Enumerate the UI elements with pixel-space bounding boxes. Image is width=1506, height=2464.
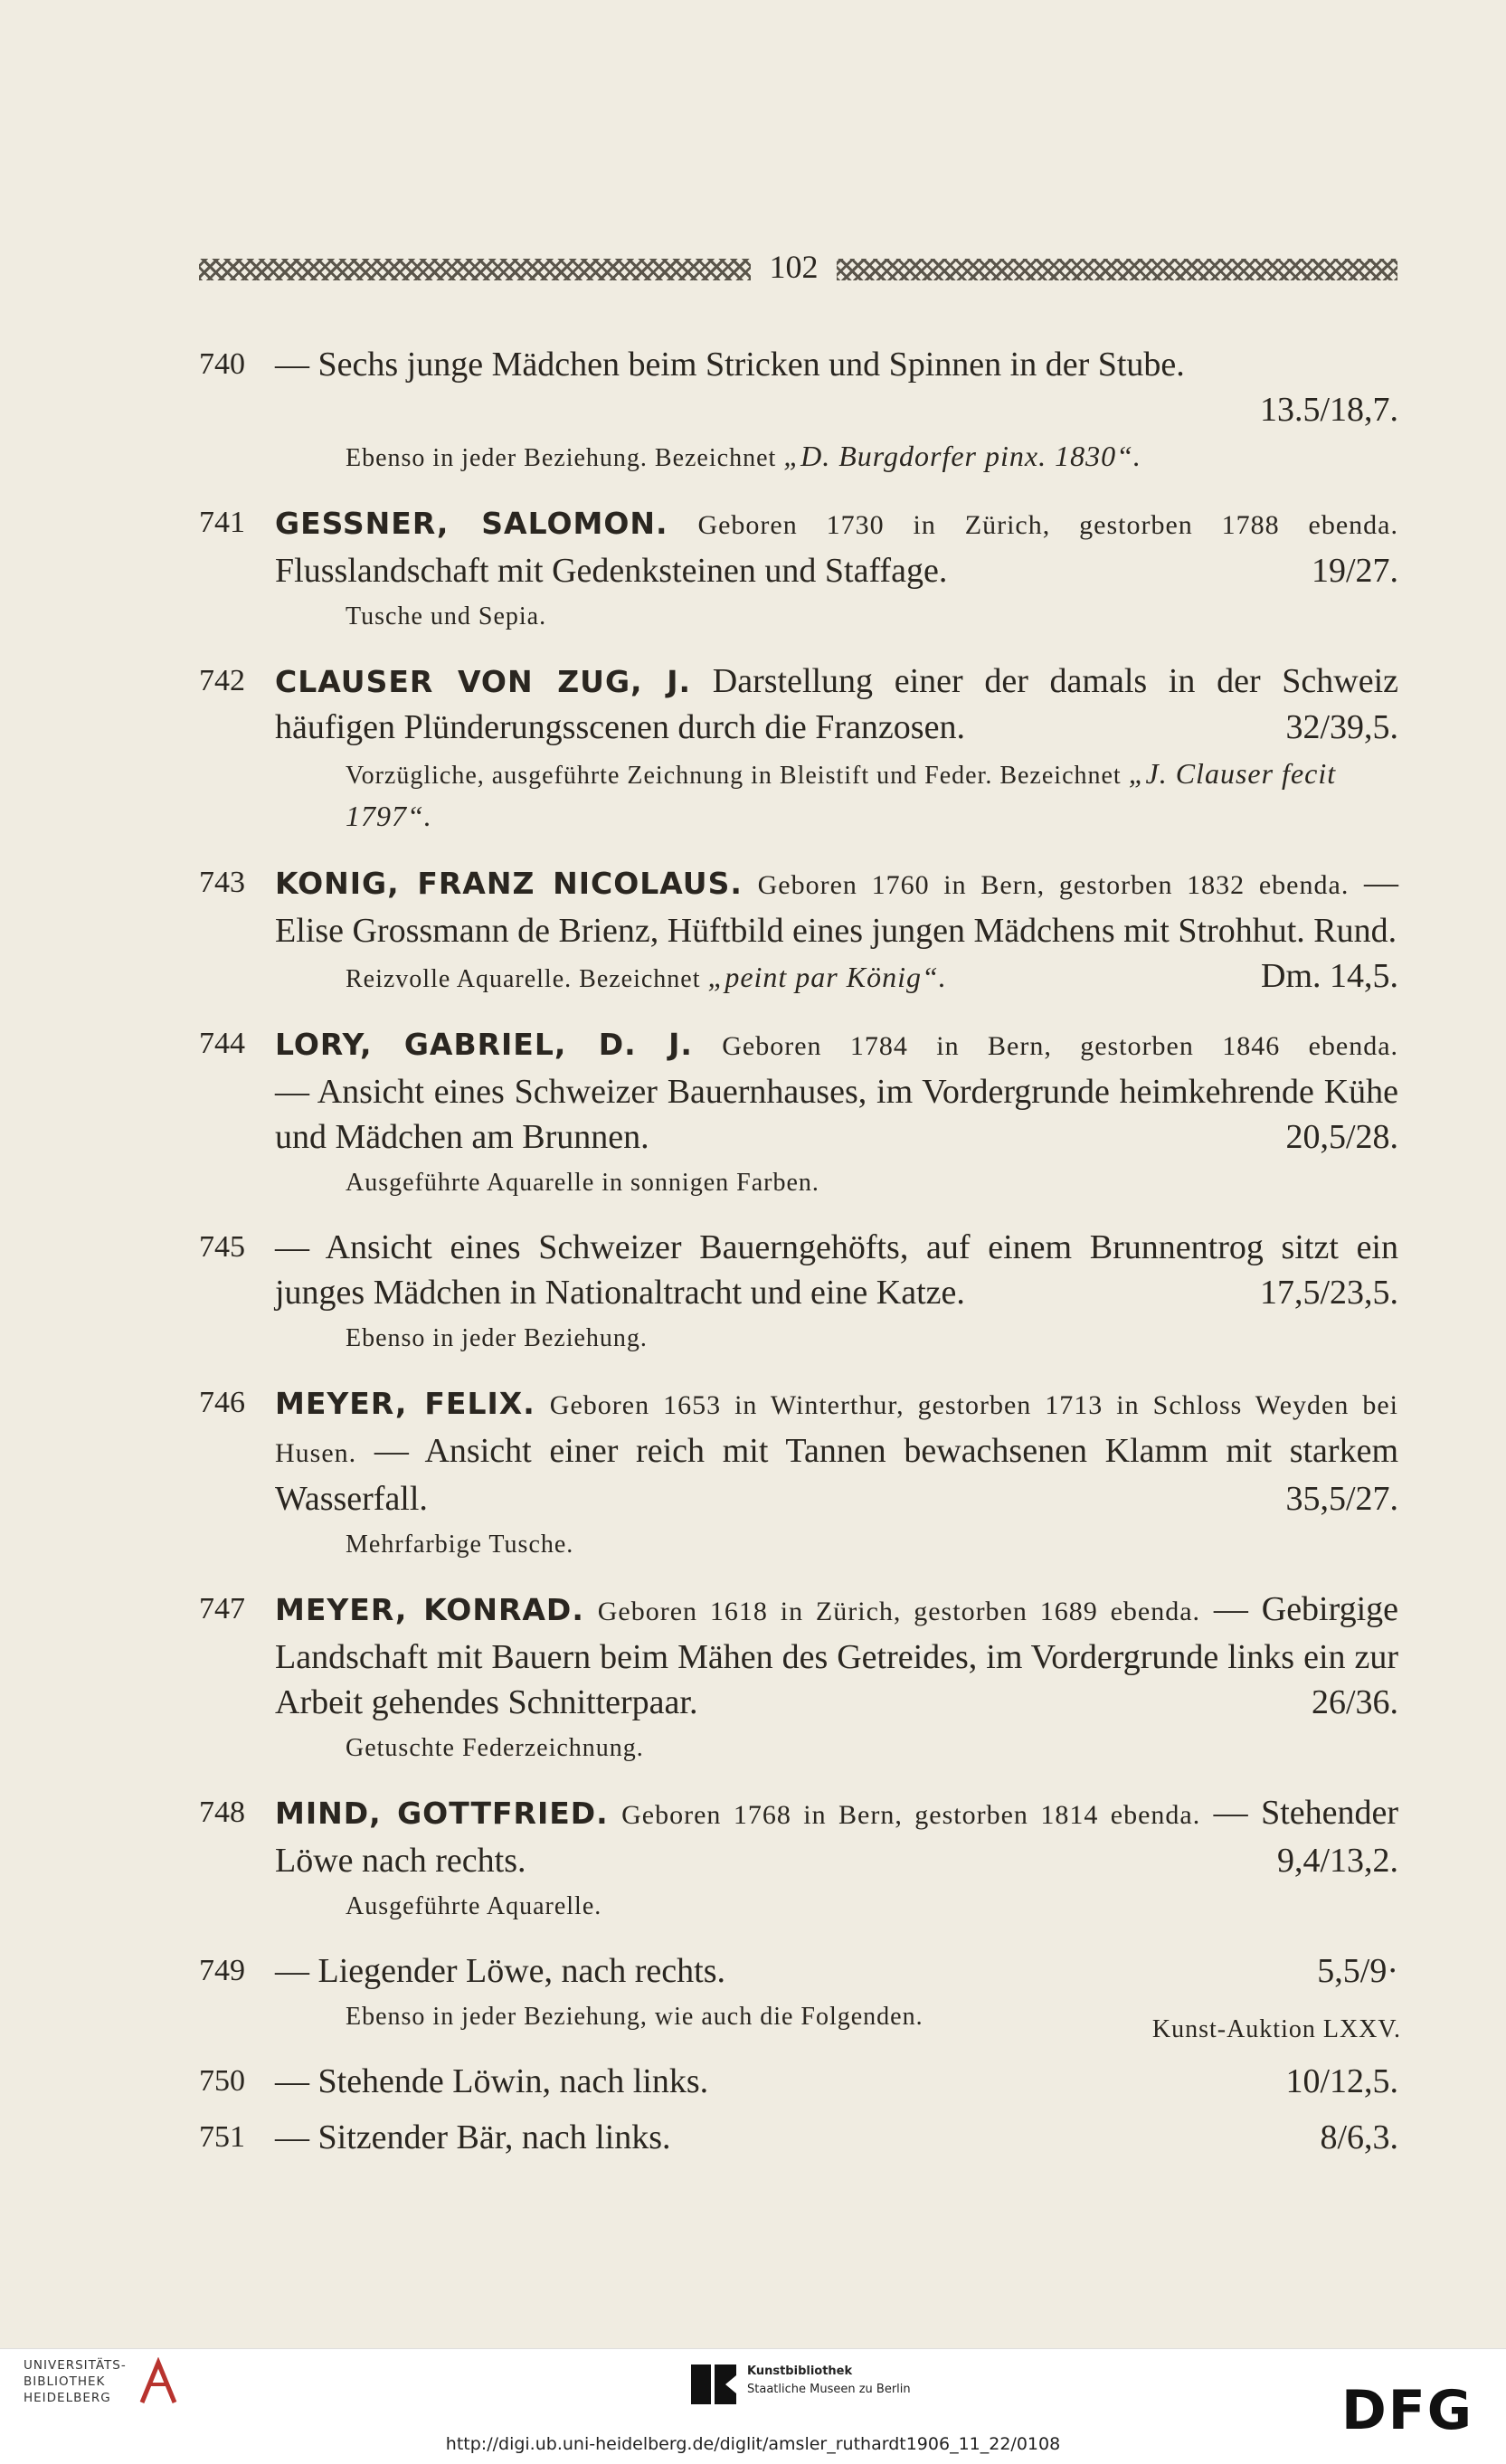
catalog-entry xyxy=(199,1790,1398,1927)
entry-text: — Sitzender Bär, nach links. xyxy=(275,2118,671,2156)
lot-number: 744 xyxy=(199,1027,245,1060)
note-signature: „peint par König“. xyxy=(707,961,947,993)
entry-note xyxy=(275,1163,1398,1203)
uni-logo-line: BIBLIOTHEK xyxy=(24,2374,106,2389)
note-text: Mehrfarbige Tusche. xyxy=(346,1531,574,1559)
lot-number: 743 xyxy=(199,866,245,899)
kunstbibliothek-name xyxy=(747,2363,911,2399)
entry-note xyxy=(275,1887,1398,1927)
catalog-entry xyxy=(199,659,1398,839)
lot-number: 749 xyxy=(199,1954,245,1987)
catalog-entry xyxy=(199,2115,1398,2160)
artist-bio: Geboren 1653 in Winterthur, gestorben 1713 in Schloss Weyden bei Husen. xyxy=(275,1390,1398,1468)
entry-description xyxy=(275,1225,1398,1315)
uni-logo-line: UNIVERSITÄTS- xyxy=(24,2358,127,2373)
entry-measure: 13.5/18,7. xyxy=(1259,391,1398,429)
note-text: Vorzügliche, ausgeführte Zeichnung in Bleistift und Feder. Bezeichnet xyxy=(346,762,1122,790)
lot-number: 750 xyxy=(199,2064,245,2098)
lot-number: 740 xyxy=(199,347,245,381)
kunstbibliothek-logo-icon[interactable] xyxy=(689,2363,738,2406)
uni-logo-line: HEIDELBERG xyxy=(24,2391,111,2405)
artist-name: MIND, GOTTFRIED. xyxy=(275,1796,609,1831)
entry-measure: 35,5/27. xyxy=(1285,1480,1398,1518)
catalog-entry xyxy=(199,1225,1398,1359)
note-text: Getuschte Federzeichnung. xyxy=(346,1734,644,1762)
entry-text: — Gebirgige Landschaft mit Bauern beim Mähen des Getreides, im Vordergrunde links ein zur Arbeit gehendes Schnitterpaar. xyxy=(275,1590,1399,1721)
entry-note xyxy=(275,436,1398,479)
entry-note xyxy=(275,597,1398,637)
note-text: Ebenso in jeder Beziehung. xyxy=(346,1324,648,1352)
catalog-entry xyxy=(199,1380,1398,1565)
dfg-logo[interactable]: DFG xyxy=(1341,2379,1474,2442)
entry-description xyxy=(275,1948,1398,1994)
entry-note xyxy=(275,1729,1398,1768)
artist-bio: Geboren 1760 in Bern, gestorben 1832 ebenda. xyxy=(757,870,1350,900)
entry-note xyxy=(275,957,1398,1000)
entry-measure: 9,4/13,2. xyxy=(1276,1842,1398,1880)
entry-description xyxy=(275,1069,1398,1160)
note-text: Ebenso in jeder Beziehung, wie auch die Folgenden. xyxy=(346,2003,923,2031)
entry-text: — Elise Grossmann de Brienz, Hüftbild eines jungen Mädchens mit Strohhut. Rund. xyxy=(275,864,1399,950)
catalog-entry xyxy=(199,500,1398,637)
entry-description xyxy=(275,2115,1398,2160)
lot-number: 751 xyxy=(199,2120,245,2154)
entry-text: — Stehender Löwe nach rechts. xyxy=(275,1794,1399,1880)
entry-text: — Sechs junge Mädchen beim Stricken und Spinnen in der Stube. xyxy=(275,346,1185,384)
entry-note xyxy=(275,1319,1398,1359)
entry-description xyxy=(275,2059,1398,2104)
catalog-entries xyxy=(199,342,1398,2171)
catalog-footer-mark: Kunst-Auktion LXXV. xyxy=(1151,2015,1401,2043)
entry-note xyxy=(275,1525,1398,1565)
catalog-entry xyxy=(199,860,1398,1000)
lot-number: 746 xyxy=(199,1386,245,1419)
note-signature: „J. Clauser fecit 1797“. xyxy=(346,757,1337,832)
page-header xyxy=(199,246,1398,295)
note-text: Ausgeführte Aquarelle in sonnigen Farben. xyxy=(346,1169,819,1197)
artist-bio: Geboren 1784 in Bern, gestorben 1846 ebenda. xyxy=(722,1031,1399,1061)
artist-name: GESSNER, SALOMON. xyxy=(275,506,668,541)
note-text: Reizvolle Aquarelle. Bezeichnet xyxy=(346,965,701,993)
note-text: Ebenso in jeder Beziehung. Bezeichnet xyxy=(346,444,777,472)
artist-name: CLAUSER VON ZUG, J. xyxy=(275,664,692,699)
header-ornament-right xyxy=(837,259,1397,280)
artist-bio: Geboren 1730 in Zürich, gestorben 1788 ebenda. xyxy=(697,510,1398,540)
artist-name: MEYER, FELIX. xyxy=(275,1386,535,1421)
entry-description xyxy=(275,342,1398,387)
artist-name: MEYER, KONRAD. xyxy=(275,1592,584,1627)
entry-text: — Liegender Löwe, nach rechts. xyxy=(275,1952,726,1990)
entry-text: Darstellung einer der damals in der Schweiz häufigen Plünderungsscenen durch die Franzosen. xyxy=(275,662,1399,746)
lot-number: 745 xyxy=(199,1230,245,1264)
entry-measure: 8/6,3. xyxy=(1320,2118,1398,2156)
entry-description xyxy=(275,1587,1398,1725)
catalog-entry xyxy=(199,342,1398,479)
entry-text: — Ansicht eines Schweizer Bauernhauses, im Vordergrunde heimkehrende Kühe und Mädchen am Brunnen. xyxy=(275,1073,1398,1156)
note-text: Ausgeführte Aquarelle. xyxy=(346,1892,602,1920)
entry-description xyxy=(275,548,1398,593)
entry-text: — Ansicht eines Schweizer Bauerngehöfts, auf einem Brunnentrog sitzt ein junges Mädchen in Nationaltracht und eine Katze. xyxy=(275,1228,1398,1312)
entry-note xyxy=(275,753,1398,839)
artist-name: KONIG, FRANZ NICOLAUS. xyxy=(275,866,743,901)
lot-number: 742 xyxy=(199,664,245,697)
entry-measure: 10/12,5. xyxy=(1285,2062,1398,2100)
entry-text: Flusslandschaft mit Gedenksteinen und Staffage. xyxy=(275,552,948,590)
source-url-link[interactable]: http://digi.ub.uni-heidelberg.de/diglit/amsler_ruthardt1906_11_22/0108 xyxy=(445,2434,1061,2454)
entry-measure: 20,5/28. xyxy=(1285,1118,1398,1156)
entry-text: — Stehende Löwin, nach links. xyxy=(275,2062,709,2100)
kb-title: Kunstbibliothek xyxy=(747,2364,853,2378)
entry-measure: 19/27. xyxy=(1311,552,1398,590)
artist-bio: Geboren 1768 in Bern, gestorben 1814 ebenda. xyxy=(621,1800,1201,1830)
kb-subtitle: Staatliche Museen zu Berlin xyxy=(747,2383,911,2396)
header-ornament-left xyxy=(199,259,751,280)
entry-measure: 5,5/9· xyxy=(1317,1952,1398,1990)
lot-number: 747 xyxy=(199,1592,245,1625)
artist-bio: Geboren 1618 in Zürich, gestorben 1689 ebenda. xyxy=(597,1597,1201,1626)
page-number: 102 xyxy=(769,249,819,285)
lot-number: 741 xyxy=(199,506,245,539)
entry-measure: 32/39,5. xyxy=(1285,708,1398,746)
entry-description xyxy=(275,1380,1398,1521)
note-signature: „D. Burgdorfer pinx. 1830“. xyxy=(783,440,1141,472)
entry-description xyxy=(275,659,1398,750)
entry-text: — Ansicht einer reich mit Tannen bewachsenen Klamm mit starkem Wasserfall. xyxy=(275,1432,1399,1518)
note-text: Tusche und Sepia. xyxy=(346,602,547,630)
lot-number: 748 xyxy=(199,1796,245,1829)
catalog-entry xyxy=(199,2059,1398,2104)
entry-measure: 26/36. xyxy=(1311,1683,1398,1721)
catalog-entry xyxy=(199,1587,1398,1768)
entry-description xyxy=(275,1790,1398,1883)
entry-measure: Dm. 14,5. xyxy=(1261,957,1398,995)
entry-measure: 17,5/23,5. xyxy=(1259,1274,1398,1312)
catalog-entry xyxy=(199,1021,1398,1203)
heidelberg-seal-icon xyxy=(138,2357,180,2406)
artist-name: LORY, GABRIEL, D. J. xyxy=(275,1027,693,1062)
